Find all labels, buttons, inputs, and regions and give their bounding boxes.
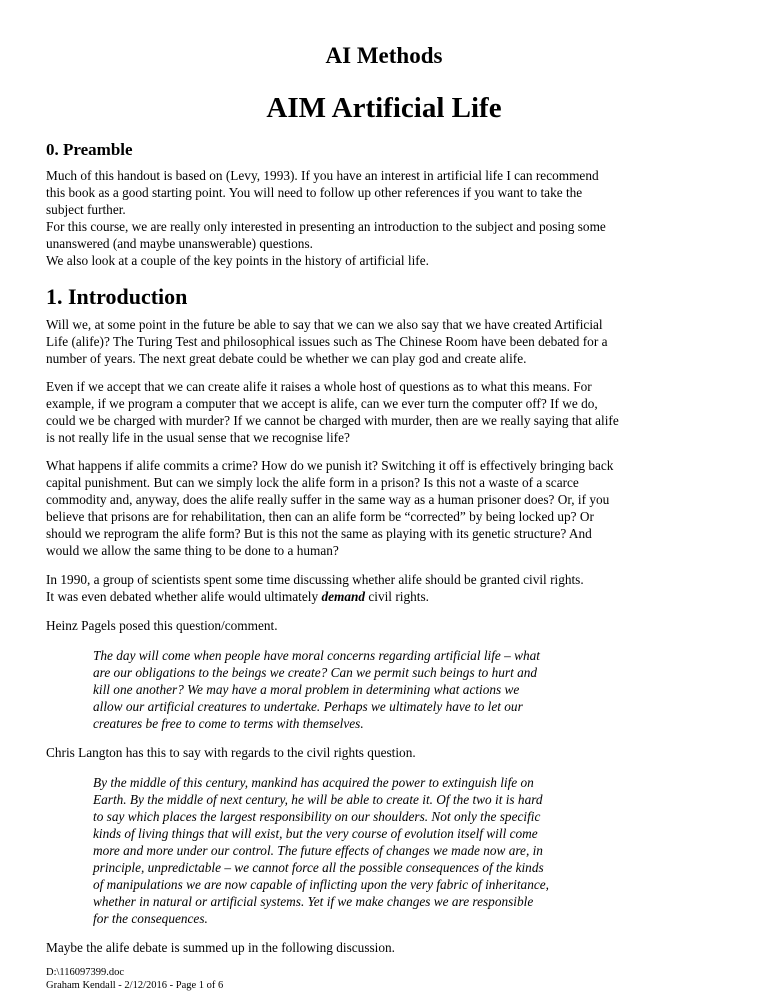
langton-quote-line: more and more under our control. The future effects of changes we made now are, in	[93, 843, 543, 858]
intro-para1-line: Will we, at some point in the future be able to say that we can we also say that we have created Artificial	[46, 317, 603, 332]
pagels-quote-line: creatures be free to come to terms with themselves.	[93, 716, 364, 731]
langton-quote-line: to say which places the largest responsibility on our shoulders. Not only the specific	[93, 809, 541, 824]
para4-text-after: civil rights.	[365, 589, 429, 604]
preamble-line: We also look at a couple of the key points in the history of artificial life.	[46, 253, 429, 268]
preamble-heading: 0. Preamble	[46, 140, 133, 159]
closing-line: Maybe the alife debate is summed up in the following discussion.	[46, 940, 395, 955]
langton-quote-line: By the middle of this century, mankind has acquired the power to extinguish life on	[93, 775, 534, 790]
para4-text-before: It was even debated whether alife would ultimately	[46, 589, 322, 604]
intro-para2-line: example, if we program a computer that we accept is alife, can we ever turn the computer off? If we do,	[46, 396, 598, 411]
footer-info: Graham Kendall - 2/12/2016 - Page 1 of 6	[46, 980, 224, 991]
langton-quote-line: kinds of living things that will exist, but the very course of evolution itself will come	[93, 826, 538, 841]
intro-para1-line: number of years. The next great debate could be whether we can play god and create alife.	[46, 351, 527, 366]
intro-para3-line: What happens if alife commits a crime? How do we punish it? Switching it off is effectively bringing back	[46, 458, 614, 473]
demand-emphasis: demand	[321, 589, 366, 604]
intro-para4-line: In 1990, a group of scientists spent some time discussing whether alife should be granted civil rights.	[46, 572, 584, 587]
preamble-line: subject further.	[46, 202, 126, 217]
langton-quote-line: whether in natural or artificial systems. Yet if we make changes we are responsible	[93, 894, 534, 909]
introduction-heading: 1. Introduction	[46, 284, 188, 309]
intro-para2-line: could we be charged with murder? If we cannot be charged with murder, then are we really saying that alife	[46, 413, 619, 428]
intro-para3-line: should we reprogram the alife form? But is this not the same as playing with its genetic structure? And	[46, 526, 592, 541]
intro-para3-line: would we allow the same thing to be done to a human?	[46, 543, 339, 558]
course-header: AI Methods	[325, 43, 443, 68]
pagels-quote-line: are our obligations to the beings we create? Can we permit such beings to hurt and	[93, 665, 538, 680]
intro-para2-line: is not really life in the usual sense that we recognise life?	[46, 430, 350, 445]
langton-quote-line: of manipulations we are now capable of inflicting upon the very fabric of inheritance,	[93, 877, 549, 892]
pagels-intro: Heinz Pagels posed this question/comment.	[46, 618, 278, 633]
langton-intro: Chris Langton has this to say with regards to the civil rights question.	[46, 745, 416, 760]
intro-para1-line: Life (alife)? The Turing Test and philosophical issues such as The Chinese Room have been debated for a	[46, 334, 608, 349]
intro-para3-line: commodity and, anyway, does the alife really suffer in the same way as a human prisoner does? Or, if you	[46, 492, 610, 507]
intro-para4-line	[46, 588, 429, 605]
preamble-line: Much of this handout is based on (Levy, 1993). If you have an interest in artificial life I can recommend	[46, 168, 599, 183]
langton-quote-line: principle, unpredictable – we cannot force all the possible consequences of the kinds	[93, 860, 544, 875]
intro-para2-line: Even if we accept that we can create alife it raises a whole host of questions as to what this means. For	[46, 379, 592, 394]
footer-path: D:\116097399.doc	[46, 967, 125, 978]
intro-para3-line: believe that prisons are for rehabilitation, then can an alife form be “corrected” by being locked up? Or	[46, 509, 594, 524]
langton-quote-line: Earth. By the middle of next century, he will be able to create it. Of the two it is hard	[93, 792, 543, 807]
pagels-quote-line: The day will come when people have moral concerns regarding artificial life – what	[93, 648, 540, 663]
document-title: AIM Artificial Life	[266, 92, 502, 124]
preamble-line: unanswered (and maybe unanswerable) questions.	[46, 236, 313, 251]
preamble-line: For this course, we are really only interested in presenting an introduction to the subject and posing some	[46, 219, 606, 234]
preamble-line: this book as a good starting point. You will need to follow up other references if you want to take the	[46, 185, 583, 200]
intro-para3-line: capital punishment. But can we simply lock the alife form in a prison? Is this not a waste of a scarce	[46, 475, 579, 490]
pagels-quote-line: kill one another? We may have a moral problem in determining what actions we	[93, 682, 520, 697]
langton-quote-line: for the consequences.	[93, 911, 208, 926]
pagels-quote-line: allow our artificial creatures to undertake. Perhaps we ultimately have to let our	[93, 699, 523, 714]
